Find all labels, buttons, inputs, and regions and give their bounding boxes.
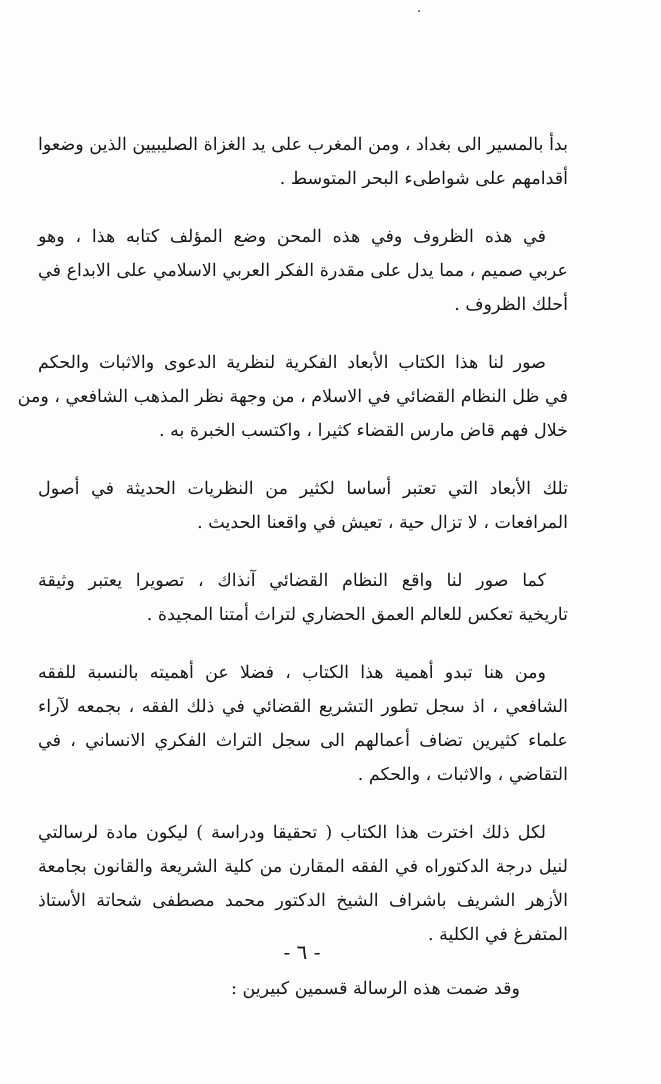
text-line: المرافعات ، لا تزال حية ، تعيش في واقعنا الحديث . bbox=[197, 513, 568, 533]
text-line: ومن هنا تبدو أهمية هذا الكتاب ، فضلا عن أهميته بالنسبة للفقه bbox=[38, 663, 546, 683]
text-line: عربي صميم ، مما يدل على مقدرة الفكر العربي الاسلامي على الابداع في bbox=[38, 261, 568, 281]
text-line: خلال فهم قاض مارس القضاء كثيرا ، واكتسب الخبرة به . bbox=[158, 421, 568, 441]
text-line: صور لنا هذا الكتاب الأبعاد الفكرية لنظرية الدعوى والاثبات والحكم bbox=[38, 353, 546, 373]
text-line: لكل ذلك اخترت هذا الكتاب ( تحقيقا ودراسة ) ليكون مادة لرسالتي bbox=[38, 823, 546, 843]
body-text bbox=[17, 128, 568, 1006]
text-line: أقدامهم على شواطىء البحر المتوسط . bbox=[279, 169, 568, 189]
paragraph-5 bbox=[38, 564, 568, 632]
paragraph-7 bbox=[38, 816, 568, 952]
paragraph-2 bbox=[38, 220, 568, 322]
text-line: الشافعي ، اذ سجل تطور التشريع القضائي في ذلك الفقه ، بجمعه لآراء bbox=[38, 697, 568, 717]
text-line: تاريخية تعكس للعالم العمق الحضاري لتراث أمتنا المجيدة . bbox=[146, 605, 568, 625]
text-line: علماء كثيرين تضاف أعمالهم الى سجل التراث الفكري الانساني ، في bbox=[38, 731, 568, 751]
closing-line: وقد ضمت هذه الرسالة قسمين كبيرين : bbox=[230, 979, 520, 999]
text-line: الأزهر الشريف باشراف الشيخ الدكتور محمد مصطفى شحاتة الأستاذ bbox=[38, 891, 568, 911]
text-line: في هذه الظروف وفي هذه المحن وضع المؤلف كتابه هذا ، وهو bbox=[38, 227, 546, 247]
text-line: أحلك الظروف . bbox=[454, 295, 568, 315]
paragraph-6 bbox=[38, 656, 568, 792]
text-line: كما صور لنا واقع النظام القضائي آنذاك ، تصويرا يعتبر وثيقة bbox=[38, 571, 546, 591]
paragraph-1 bbox=[38, 128, 568, 196]
text-line: تلك الأبعاد التي تعتبر أساسا لكثير من النظريات الحديثة في أصول bbox=[38, 479, 568, 499]
speck-mark bbox=[418, 10, 420, 12]
paragraph-4 bbox=[38, 472, 568, 540]
text-line: المتفرغ في الكلية . bbox=[427, 925, 568, 945]
text-line: لنيل درجة الدكتوراه في الفقه المقارن من كلية الشريعة والقانون بجامعة bbox=[38, 857, 568, 877]
page-number: - ٦ - bbox=[283, 940, 321, 964]
text-line: في ظل النظام القضائي في الاسلام ، من وجهة نظر المذهب الشافعي ، ومن bbox=[17, 387, 568, 407]
text-line: بدأ بالمسير الى بغداد ، ومن المغرب على يد الغزاة الصليبيين الذين وضعوا bbox=[38, 135, 568, 155]
paragraph-3 bbox=[17, 346, 568, 448]
text-line: التقاضي ، والاثبات ، والحكم . bbox=[357, 765, 568, 785]
